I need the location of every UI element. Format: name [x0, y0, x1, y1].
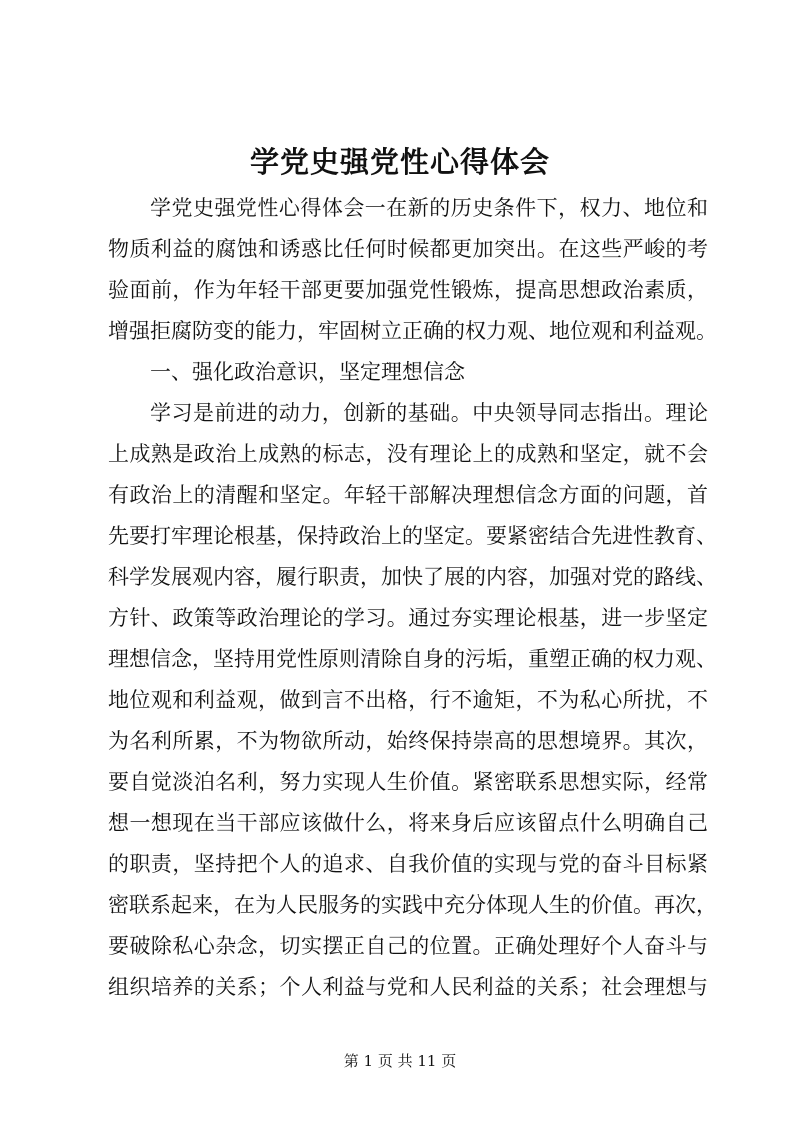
- text-line: 有政治上的清醒和坚定。年轻干部解决理想信念方面的问题，首: [108, 483, 708, 507]
- page-footer: 第 1 页 共 11 页: [343, 1052, 457, 1070]
- text-line: 为名利所累，不为物欲所动，始终保持崇高的思想境界。其次，: [108, 729, 708, 753]
- text-line: 要破除私心杂念，切实摆正自己的位置。正确处理好个人奋斗与: [108, 934, 708, 958]
- text-line: 科学发展观内容，履行职责，加快了展的内容，加强对党的路线、: [108, 565, 717, 589]
- document-title: 学党史强党性心得体会: [249, 145, 550, 179]
- text-line: 的职责，坚持把个人的追求、自我价值的实现与党的奋斗目标紧: [108, 852, 708, 876]
- text-line: 学党史强党性心得体会一在新的历史条件下，权力、地位和: [150, 196, 708, 220]
- text-line: 组织培养的关系；个人利益与党和人民利益的关系；社会理想与: [108, 975, 708, 999]
- text-line: 物质利益的腐蚀和诱惑比任何时候都更加突出。在这些严峻的考: [108, 237, 708, 261]
- text-line: 增强拒腐防变的能力，牢固树立正确的权力观、地位观和利益观。: [108, 319, 717, 343]
- text-line: 学习是前进的动力，创新的基础。中央领导同志指出。理论: [150, 401, 708, 425]
- text-line: 密联系起来，在为人民服务的实践中充分体现人生的价值。再次，: [108, 893, 717, 917]
- text-line: 上成熟是政治上成熟的标志，没有理论上的成熟和坚定，就不会: [108, 442, 708, 466]
- text-line: 方针、政策等政治理论的学习。通过夯实理论根基，进一步坚定: [108, 606, 708, 630]
- text-line: 验面前，作为年轻干部更要加强党性锻炼，提高思想政治素质，: [108, 278, 708, 302]
- text-line: 地位观和利益观，做到言不出格，行不逾矩，不为私心所扰，不: [108, 688, 708, 712]
- text-line: 想一想现在当干部应该做什么，将来身后应该留点什么明确自己: [108, 811, 708, 835]
- text-line: 先要打牢理论根基，保持政治上的坚定。要紧密结合先进性教育、: [108, 524, 717, 548]
- text-line: 一、强化政治意识，坚定理想信念: [150, 360, 465, 384]
- document-body: [108, 188, 717, 1008]
- text-line: 理想信念，坚持用党性原则清除自身的污垢，重塑正确的权力观、: [108, 647, 717, 671]
- text-line: 要自觉淡泊名利，努力实现人生价值。紧密联系思想实际，经常: [108, 770, 708, 794]
